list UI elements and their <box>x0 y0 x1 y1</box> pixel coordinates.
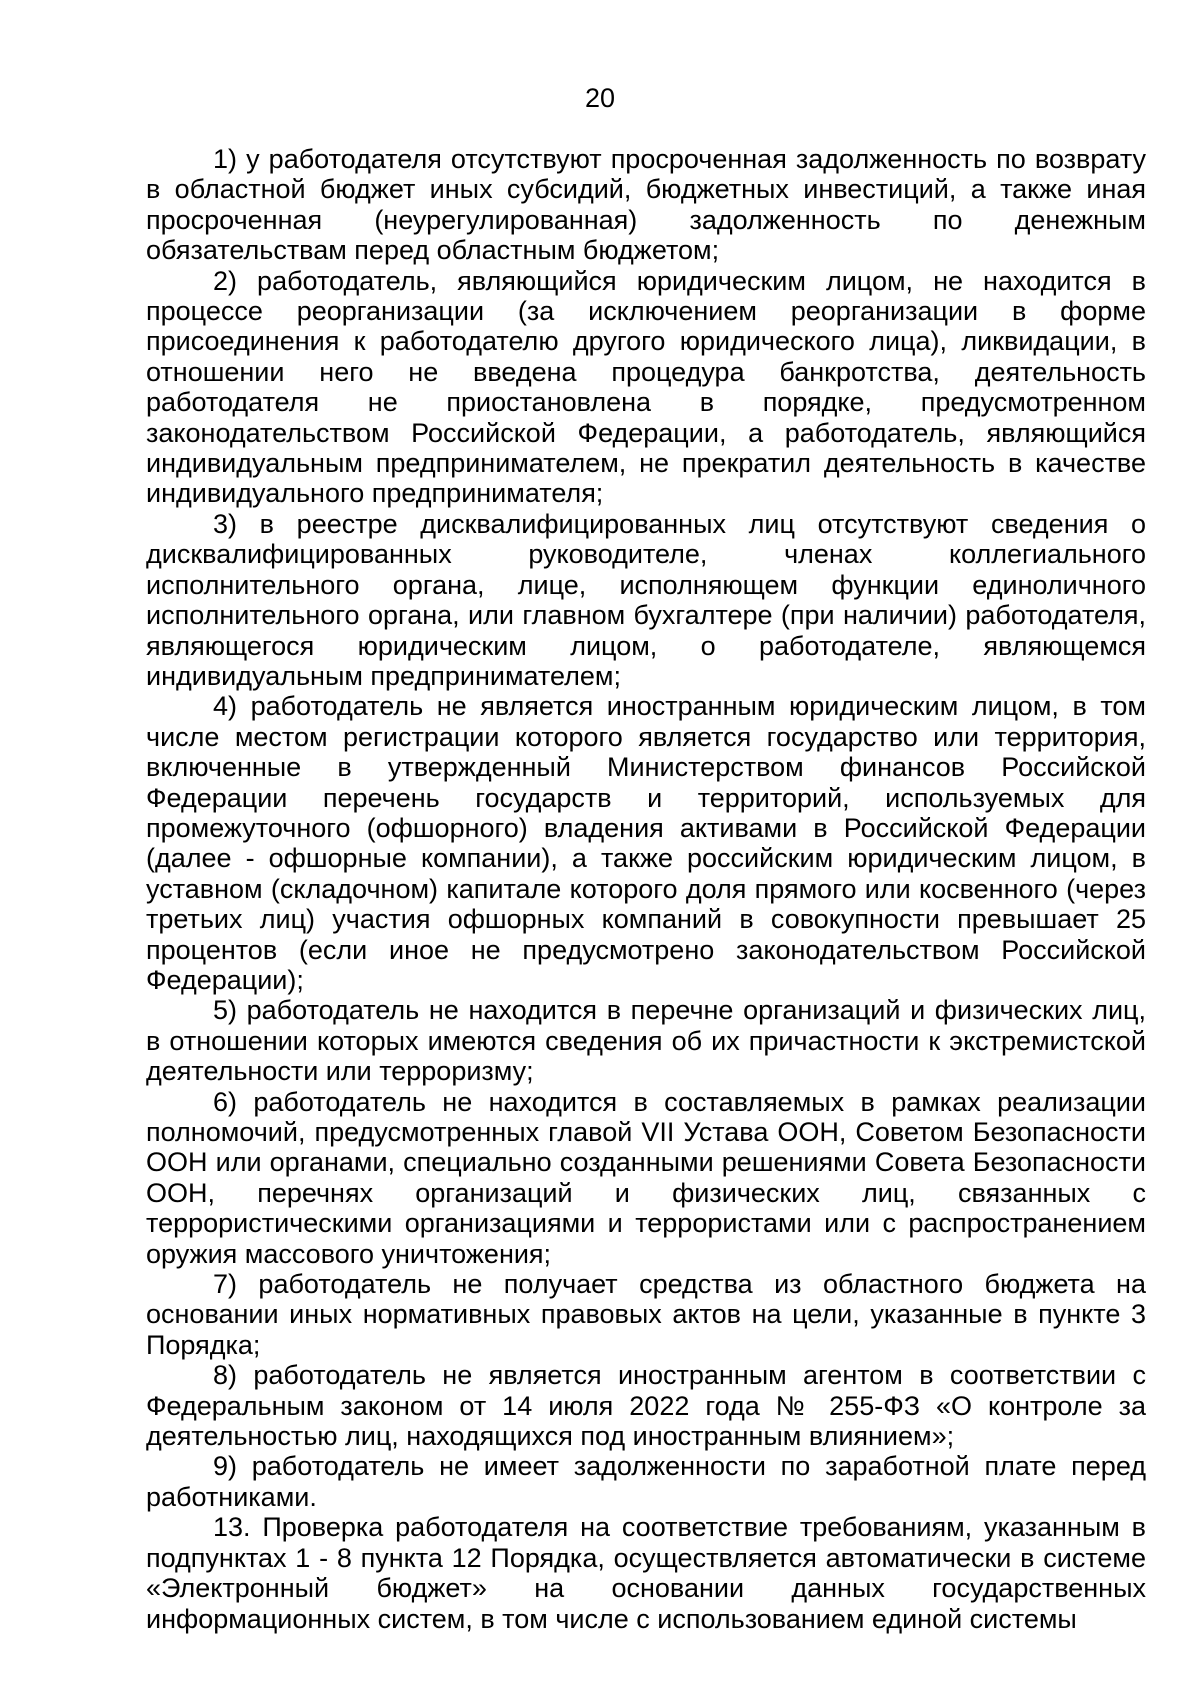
paragraph-clause-13: 13. Проверка работодателя на соответствие требованиям, указанным в подпунктах 1 - 8 пункта 12 Порядка, осуществляется автоматически в системе «Электронный бюджет» на основании данных государственных информационных систем, в том числе с использованием единой системы <box>146 1512 1146 1634</box>
paragraph-condition-2: 2) работодатель, являющийся юридическим лицом, не находится в процессе реорганизации (за исключением реорганизации в форме присоединения к работодателю другого юридического лица), ликвидации, в отношении него не введена процедура банкротства, деятельность работодателя не приостановлена в порядке, предусмотренном законодательством Российской Федерации, а работодатель, являющийся индивидуальным предпринимателем, не прекратил деятельность в качестве индивидуального предпринимателя; <box>146 265 1146 509</box>
paragraph-condition-9: 9) работодатель не имеет задолженности по заработной плате перед работниками. <box>146 1451 1146 1512</box>
paragraph-condition-1: 1) у работодателя отсутствуют просроченная задолженность по возврату в областной бюджет иных субсидий, бюджетных инвестиций, а также иная просроченная (неурегулированная) задолженность по денежным обязательствам перед областным бюджетом; <box>146 144 1146 266</box>
paragraph-condition-4: 4) работодатель не является иностранным юридическим лицом, в том числе местом регистрации которого является государство или территория, включенные в утвержденный Министерством финансов Российской Федерации перечень государств и территорий, используемых для промежуточного (офшорного) владения активами в Российской Федерации (далее - офшорные компании), а также российским юридическим лицом, в уставном (складочном) капитале которого доля прямого или косвенного (через третьих лиц) участия офшорных компаний в совокупности превышает 25 процентов (если иное не предусмотрено законодательством Российской Федерации); <box>146 691 1146 995</box>
paragraph-condition-3: 3) в реестре дисквалифицированных лиц отсутствуют сведения о дисквалифицированных руководителе, членах коллегиального исполнительного органа, лице, исполняющем функции единоличного исполнительного органа, или главном бухгалтере (при наличии) работодателя, являющегося юридическим лицом, о работодателе, являющемся индивидуальным предпринимателем; <box>146 508 1146 691</box>
paragraph-condition-7: 7) работодатель не получает средства из областного бюджета на основании иных нормативных правовых актов на цели, указанные в пункте 3 Порядка; <box>146 1269 1146 1360</box>
document-body <box>146 144 1146 1634</box>
paragraph-condition-8: 8) работодатель не является иностранным агентом в соответствии с Федеральным законом от 14 июля 2022 года № 255-ФЗ «О контроле за деятельностью лиц, находящихся под иностранным влиянием»; <box>146 1360 1146 1452</box>
page-number: 20 <box>584 83 616 113</box>
paragraph-condition-5: 5) работодатель не находится в перечне организаций и физических лиц, в отношении которых имеются сведения об их причастности к экстремистской деятельности или терроризму; <box>146 995 1146 1087</box>
paragraph-condition-6: 6) работодатель не находится в составляемых в рамках реализации полномочий, предусмотренных главой VII Устава ООН, Советом Безопасности ООН или органами, специально созданными решениями Совета Безопасности ООН, перечнях организаций и физических лиц, связанных с террористическими организациями и террористами или с распространением оружия массового уничтожения; <box>146 1086 1146 1269</box>
